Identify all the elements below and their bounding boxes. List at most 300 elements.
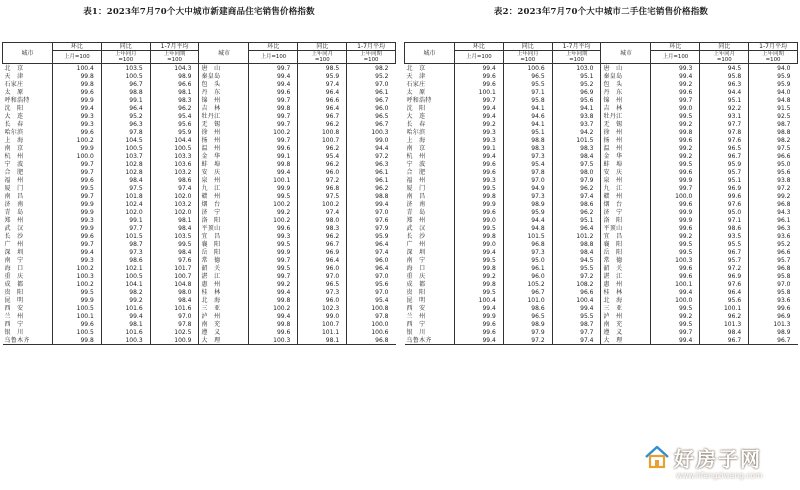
city-name-cell: 襄 阳 bbox=[601, 240, 651, 248]
index-value-cell: 97.1 bbox=[700, 216, 749, 224]
index-value-cell: 97.0 bbox=[298, 272, 347, 280]
table-row bbox=[3, 264, 396, 272]
index-value-cell: 95.2 bbox=[101, 112, 150, 120]
index-value-cell: 98.6 bbox=[101, 256, 150, 264]
index-value-cell: 95.6 bbox=[150, 120, 199, 128]
city-name-cell: 重 庆 bbox=[406, 272, 426, 280]
table-row bbox=[405, 128, 798, 136]
city-name-cell: 秦皇岛 bbox=[199, 72, 249, 80]
index-value-cell: 98.7 bbox=[101, 240, 150, 248]
table1-header-avg-right: 1-7月平均 bbox=[347, 43, 396, 51]
index-value-cell: 99.7 bbox=[651, 184, 700, 192]
table-row bbox=[3, 200, 396, 208]
index-value-cell: 99.4 bbox=[651, 72, 700, 80]
index-value-cell: 99.4 bbox=[651, 288, 700, 296]
index-value-cell: 96.5 bbox=[503, 312, 552, 320]
city-name-cell: 丹 东 bbox=[601, 88, 651, 96]
index-value-cell: 95.5 bbox=[552, 264, 601, 272]
table-row bbox=[405, 152, 798, 160]
index-value-cell: 94.5 bbox=[700, 64, 749, 73]
index-value-cell: 94.8 bbox=[503, 224, 552, 232]
table-row bbox=[3, 104, 396, 112]
index-value-cell: 94.1 bbox=[503, 120, 552, 128]
table-row bbox=[3, 72, 396, 80]
city-name-cell: 重 庆 bbox=[4, 272, 24, 280]
index-value-cell: 98.4 bbox=[150, 296, 199, 304]
index-value-cell: 93.6 bbox=[749, 232, 798, 240]
index-value-cell: 99.2 bbox=[651, 232, 700, 240]
index-value-cell: 99.2 bbox=[455, 120, 504, 128]
table-row bbox=[405, 240, 798, 248]
city-name-cell: 烟 台 bbox=[199, 200, 249, 208]
index-value-cell: 96.5 bbox=[347, 112, 396, 120]
index-value-cell: 99.2 bbox=[651, 152, 700, 160]
index-value-cell: 97.3 bbox=[503, 152, 552, 160]
index-value-cell: 100.4 bbox=[455, 296, 504, 304]
index-value-cell: 99.0 bbox=[455, 216, 504, 224]
city-name-cell: 丹 东 bbox=[199, 88, 249, 96]
index-value-cell: 97.8 bbox=[503, 168, 552, 176]
index-value-cell: 95.2 bbox=[347, 72, 396, 80]
index-value-cell: 99.6 bbox=[455, 80, 504, 88]
index-value-cell: 95.8 bbox=[700, 72, 749, 80]
city-name-cell: 九 江 bbox=[199, 184, 249, 192]
city-name-cell: 武 汉 bbox=[406, 224, 426, 232]
index-value-cell: 97.0 bbox=[347, 80, 396, 88]
table-row bbox=[3, 88, 396, 96]
index-value-cell: 99.7 bbox=[455, 96, 504, 104]
index-value-cell: 103.7 bbox=[101, 152, 150, 160]
table-row bbox=[3, 328, 396, 336]
index-value-cell: 99.5 bbox=[53, 184, 102, 192]
table-row bbox=[3, 192, 396, 200]
index-value-cell: 98.3 bbox=[298, 224, 347, 232]
index-value-cell: 97.4 bbox=[150, 184, 199, 192]
index-value-cell: 97.7 bbox=[101, 224, 150, 232]
index-value-cell: 97.3 bbox=[503, 192, 552, 200]
city-name-cell: 金 华 bbox=[601, 152, 651, 160]
index-value-cell: 98.8 bbox=[749, 128, 798, 136]
city-name-cell: 锦 州 bbox=[601, 96, 651, 104]
index-value-cell: 99.7 bbox=[249, 96, 298, 104]
index-value-cell: 99.1 bbox=[101, 96, 150, 104]
city-name-cell: 厦 门 bbox=[4, 184, 24, 192]
table-row bbox=[405, 312, 798, 320]
city-name-cell: 厦 门 bbox=[406, 184, 426, 192]
index-value-cell: 96.2 bbox=[347, 184, 396, 192]
table1-subheader-yoy-right: 上年同月 =100 bbox=[298, 51, 347, 64]
index-value-cell: 98.7 bbox=[552, 320, 601, 328]
index-value-cell: 95.1 bbox=[552, 72, 601, 80]
index-value-cell: 96.2 bbox=[298, 144, 347, 152]
city-name-cell: 南 京 bbox=[4, 144, 24, 152]
index-value-cell: 96.7 bbox=[700, 336, 749, 345]
city-name-cell: 乌鲁木齐 bbox=[405, 336, 455, 345]
index-value-cell: 100.5 bbox=[150, 144, 199, 152]
table-row bbox=[3, 120, 396, 128]
index-value-cell: 94.3 bbox=[749, 208, 798, 216]
index-value-cell: 94.0 bbox=[749, 88, 798, 96]
index-value-cell: 100.2 bbox=[53, 264, 102, 272]
table-row bbox=[405, 200, 798, 208]
index-value-cell: 98.3 bbox=[150, 96, 199, 104]
index-value-cell: 97.5 bbox=[552, 160, 601, 168]
index-value-cell: 96.4 bbox=[101, 104, 150, 112]
city-name-cell: 长 春 bbox=[406, 120, 426, 128]
table1 bbox=[2, 42, 396, 345]
watermark bbox=[638, 440, 798, 488]
table-row bbox=[405, 80, 798, 88]
table-row bbox=[3, 112, 396, 120]
index-value-cell: 99.9 bbox=[249, 184, 298, 192]
index-value-cell: 101.8 bbox=[101, 192, 150, 200]
index-value-cell: 98.7 bbox=[749, 120, 798, 128]
index-value-cell: 96.3 bbox=[347, 160, 396, 168]
table2-subheader-yoy-right: 上年同月 =100 bbox=[700, 51, 749, 64]
index-value-cell: 99.6 bbox=[651, 224, 700, 232]
index-value-cell: 99.6 bbox=[53, 176, 102, 184]
index-value-cell: 96.2 bbox=[552, 208, 601, 216]
index-value-cell: 101.0 bbox=[503, 296, 552, 304]
index-value-cell: 100.7 bbox=[298, 320, 347, 328]
index-value-cell: 99.5 bbox=[249, 264, 298, 272]
index-value-cell: 97.8 bbox=[101, 128, 150, 136]
index-value-cell: 97.5 bbox=[101, 184, 150, 192]
index-value-cell: 94.6 bbox=[503, 112, 552, 120]
city-name-cell: 扬 州 bbox=[601, 136, 651, 144]
index-value-cell: 96.9 bbox=[700, 184, 749, 192]
index-value-cell: 101.5 bbox=[101, 232, 150, 240]
index-value-cell: 100.0 bbox=[347, 320, 396, 328]
city-name-cell: 广 州 bbox=[4, 240, 24, 248]
city-name-cell: 九 江 bbox=[601, 184, 651, 192]
index-value-cell: 96.7 bbox=[347, 96, 396, 104]
index-value-cell: 99.9 bbox=[53, 144, 102, 152]
city-name-cell: 包 头 bbox=[199, 80, 249, 88]
table2-header-mom-right: 环比 bbox=[651, 43, 700, 51]
city-name-cell: 平顶山 bbox=[199, 224, 249, 232]
index-value-cell: 95.6 bbox=[552, 96, 601, 104]
index-value-cell: 99.9 bbox=[651, 216, 700, 224]
index-value-cell: 100.8 bbox=[347, 304, 396, 312]
table-row bbox=[405, 272, 798, 280]
index-value-cell: 97.7 bbox=[700, 120, 749, 128]
city-name-cell: 锦 州 bbox=[199, 96, 249, 104]
city-name-cell: 成 都 bbox=[4, 280, 24, 288]
index-value-cell: 98.0 bbox=[552, 168, 601, 176]
city-name-cell: 徐 州 bbox=[199, 128, 249, 136]
index-value-cell: 98.6 bbox=[700, 224, 749, 232]
index-value-cell: 99.0 bbox=[347, 136, 396, 144]
index-value-cell: 99.6 bbox=[53, 232, 102, 240]
city-name-cell: 深 圳 bbox=[406, 248, 426, 256]
index-value-cell: 96.7 bbox=[298, 112, 347, 120]
index-value-cell: 99.6 bbox=[53, 128, 102, 136]
index-value-cell: 99.4 bbox=[552, 304, 601, 312]
city-name-cell: 宜 昌 bbox=[601, 232, 651, 240]
index-value-cell: 96.2 bbox=[700, 312, 749, 320]
index-value-cell: 97.0 bbox=[503, 176, 552, 184]
table2-subheader-avg: 上年同期 =100 bbox=[552, 51, 601, 64]
index-value-cell: 96.2 bbox=[552, 184, 601, 192]
index-value-cell: 97.2 bbox=[347, 152, 396, 160]
index-value-cell: 99.6 bbox=[700, 192, 749, 200]
index-value-cell: 94.1 bbox=[503, 104, 552, 112]
table-row bbox=[3, 296, 396, 304]
table-row bbox=[3, 312, 396, 320]
index-value-cell: 99.5 bbox=[150, 240, 199, 248]
index-value-cell: 92.5 bbox=[749, 112, 798, 120]
city-name-cell: 贵 阳 bbox=[4, 288, 24, 296]
city-name-cell: 三 亚 bbox=[199, 304, 249, 312]
table2-title: 表2：2023年7月70个大中城市二手住宅销售价格指数 bbox=[493, 7, 709, 17]
index-value-cell: 92.2 bbox=[700, 104, 749, 112]
city-name-cell: 遵 义 bbox=[601, 328, 651, 336]
index-value-cell: 93.7 bbox=[552, 120, 601, 128]
table-row bbox=[405, 112, 798, 120]
index-value-cell: 96.0 bbox=[347, 256, 396, 264]
index-value-cell: 101.5 bbox=[503, 232, 552, 240]
table-row bbox=[405, 280, 798, 288]
index-value-cell: 100.0 bbox=[651, 192, 700, 200]
city-name-cell: 襄 阳 bbox=[199, 240, 249, 248]
index-value-cell: 99.7 bbox=[53, 168, 102, 176]
index-value-cell: 102.1 bbox=[101, 264, 150, 272]
index-value-cell: 99.5 bbox=[249, 240, 298, 248]
city-name-cell: 韶 关 bbox=[199, 264, 249, 272]
index-value-cell: 99.3 bbox=[455, 136, 504, 144]
index-value-cell: 99.6 bbox=[749, 304, 798, 312]
index-value-cell: 100.1 bbox=[700, 304, 749, 312]
index-value-cell: 99.1 bbox=[455, 144, 504, 152]
city-name-cell: 呼和浩特 bbox=[4, 96, 30, 104]
index-value-cell: 99.4 bbox=[455, 336, 504, 345]
index-value-cell: 97.6 bbox=[700, 280, 749, 288]
index-value-cell: 99.2 bbox=[249, 208, 298, 216]
city-name-cell: 成 都 bbox=[406, 280, 426, 288]
index-value-cell: 99.2 bbox=[651, 80, 700, 88]
index-value-cell: 95.8 bbox=[749, 272, 798, 280]
city-name-cell: 海 口 bbox=[4, 264, 24, 272]
index-value-cell: 96.7 bbox=[700, 248, 749, 256]
index-value-cell: 99.8 bbox=[249, 160, 298, 168]
index-value-cell: 99.2 bbox=[651, 144, 700, 152]
index-value-cell: 96.9 bbox=[298, 248, 347, 256]
index-value-cell: 97.4 bbox=[552, 336, 601, 345]
index-value-cell: 103.2 bbox=[150, 200, 199, 208]
table-row bbox=[3, 168, 396, 176]
index-value-cell: 108.2 bbox=[552, 280, 601, 288]
index-value-cell: 98.4 bbox=[101, 176, 150, 184]
index-value-cell: 97.6 bbox=[700, 136, 749, 144]
table-row bbox=[3, 248, 396, 256]
table-row bbox=[405, 72, 798, 80]
index-value-cell: 95.4 bbox=[347, 296, 396, 304]
index-value-cell: 96.4 bbox=[298, 256, 347, 264]
table-row bbox=[3, 288, 396, 296]
index-value-cell: 97.0 bbox=[347, 272, 396, 280]
index-value-cell: 100.6 bbox=[347, 328, 396, 336]
index-value-cell: 100.2 bbox=[53, 280, 102, 288]
index-value-cell: 94.2 bbox=[552, 128, 601, 136]
index-value-cell: 99.8 bbox=[249, 320, 298, 328]
index-value-cell: 99.7 bbox=[249, 120, 298, 128]
index-value-cell: 97.9 bbox=[552, 176, 601, 184]
index-value-cell: 95.4 bbox=[503, 160, 552, 168]
index-value-cell: 100.5 bbox=[101, 72, 150, 80]
index-value-cell: 99.8 bbox=[455, 280, 504, 288]
index-value-cell: 98.5 bbox=[298, 64, 347, 73]
index-value-cell: 95.9 bbox=[298, 72, 347, 80]
index-value-cell: 98.8 bbox=[503, 136, 552, 144]
city-name-cell: 天 津 bbox=[406, 72, 426, 80]
index-value-cell: 98.4 bbox=[552, 248, 601, 256]
table-row bbox=[3, 216, 396, 224]
index-value-cell: 99.4 bbox=[455, 112, 504, 120]
index-value-cell: 93.6 bbox=[749, 296, 798, 304]
city-name-cell: 湛 江 bbox=[601, 272, 651, 280]
city-name-cell: 北 京 bbox=[4, 64, 24, 72]
city-name-cell: 洛 阳 bbox=[601, 216, 651, 224]
index-value-cell: 99.5 bbox=[651, 160, 700, 168]
table1-subheader-avg-right: 上年同期 =100 bbox=[347, 51, 396, 64]
city-name-cell: 蚌 埠 bbox=[601, 160, 651, 168]
index-value-cell: 95.4 bbox=[150, 112, 199, 120]
index-value-cell: 96.3 bbox=[749, 224, 798, 232]
index-value-cell: 96.8 bbox=[347, 336, 396, 345]
index-value-cell: 96.4 bbox=[298, 88, 347, 96]
index-value-cell: 104.3 bbox=[150, 64, 199, 73]
city-name-cell: 金 华 bbox=[199, 152, 249, 160]
index-value-cell: 93.5 bbox=[700, 232, 749, 240]
index-value-cell: 98.1 bbox=[298, 336, 347, 345]
index-value-cell: 99.3 bbox=[53, 256, 102, 264]
index-value-cell: 96.6 bbox=[298, 96, 347, 104]
index-value-cell: 97.6 bbox=[347, 216, 396, 224]
index-value-cell: 100.2 bbox=[249, 128, 298, 136]
index-value-cell: 100.0 bbox=[651, 296, 700, 304]
city-name-cell: 石家庄 bbox=[406, 80, 426, 88]
table1-header-city: 城市 bbox=[3, 43, 53, 64]
table-row bbox=[3, 304, 396, 312]
index-value-cell: 97.9 bbox=[503, 328, 552, 336]
index-value-cell: 99.4 bbox=[53, 104, 102, 112]
city-name-cell: 安 庆 bbox=[601, 168, 651, 176]
table-row bbox=[3, 224, 396, 232]
city-name-cell: 赣 州 bbox=[199, 192, 249, 200]
index-value-cell: 99.5 bbox=[455, 224, 504, 232]
index-value-cell: 100.5 bbox=[53, 328, 102, 336]
index-value-cell: 97.6 bbox=[150, 256, 199, 264]
index-value-cell: 97.7 bbox=[552, 328, 601, 336]
city-name-cell: 石家庄 bbox=[4, 80, 24, 88]
index-value-cell: 95.2 bbox=[749, 240, 798, 248]
index-value-cell: 99.6 bbox=[455, 72, 504, 80]
city-name-cell: 唐 山 bbox=[601, 64, 651, 73]
index-value-cell: 99.9 bbox=[53, 296, 102, 304]
table-row bbox=[405, 256, 798, 264]
city-name-cell: 惠 州 bbox=[199, 280, 249, 288]
index-value-cell: 96.7 bbox=[503, 288, 552, 296]
city-name-cell: 温 州 bbox=[199, 144, 249, 152]
index-value-cell: 97.4 bbox=[347, 248, 396, 256]
table-row bbox=[3, 280, 396, 288]
table2-subheader-mom: 上月=100 bbox=[455, 51, 504, 64]
index-value-cell: 95.9 bbox=[503, 208, 552, 216]
index-value-cell: 100.3 bbox=[249, 336, 298, 345]
index-value-cell: 99.5 bbox=[651, 304, 700, 312]
index-value-cell: 94.4 bbox=[347, 144, 396, 152]
index-value-cell: 99.4 bbox=[455, 248, 504, 256]
index-value-cell: 99.6 bbox=[455, 168, 504, 176]
city-name-cell: 兰 州 bbox=[406, 312, 426, 320]
index-value-cell: 95.5 bbox=[503, 80, 552, 88]
table1-subheader-avg: 上年同期 =100 bbox=[150, 51, 199, 64]
city-name-cell: 沈 阳 bbox=[406, 104, 426, 112]
index-value-cell: 99.4 bbox=[651, 336, 700, 345]
city-name-cell: 湛 江 bbox=[199, 272, 249, 280]
city-name-cell: 吉 林 bbox=[601, 104, 651, 112]
index-value-cell: 95.0 bbox=[749, 160, 798, 168]
city-name-cell: 大 理 bbox=[199, 336, 249, 345]
city-name-cell: 银 川 bbox=[406, 328, 426, 336]
index-value-cell: 98.0 bbox=[298, 216, 347, 224]
index-value-cell: 96.2 bbox=[298, 120, 347, 128]
index-value-cell: 96.1 bbox=[347, 88, 396, 96]
index-value-cell: 101.7 bbox=[150, 264, 199, 272]
city-name-cell: 南 宁 bbox=[4, 256, 24, 264]
table-row bbox=[405, 144, 798, 152]
city-name-cell: 昆 明 bbox=[4, 296, 24, 304]
index-value-cell: 99.7 bbox=[53, 160, 102, 168]
index-value-cell: 99.7 bbox=[651, 328, 700, 336]
table-row bbox=[405, 216, 798, 224]
city-name-cell: 温 州 bbox=[601, 144, 651, 152]
index-value-cell: 98.0 bbox=[150, 288, 199, 296]
index-value-cell: 98.8 bbox=[101, 88, 150, 96]
city-name-cell: 郑 州 bbox=[406, 216, 426, 224]
table1-subheader-mom: 上月=100 bbox=[53, 51, 102, 64]
city-name-cell: 太 原 bbox=[406, 88, 426, 96]
index-value-cell: 98.3 bbox=[503, 144, 552, 152]
table2-subheader-mom-right: 上月=100 bbox=[651, 51, 700, 64]
table2-header-city-right: 城市 bbox=[601, 43, 651, 64]
city-name-cell: 惠 州 bbox=[601, 280, 651, 288]
city-name-cell: 大 连 bbox=[406, 112, 426, 120]
table2-body bbox=[405, 64, 798, 345]
index-value-cell: 98.6 bbox=[503, 304, 552, 312]
index-value-cell: 99.2 bbox=[249, 280, 298, 288]
index-value-cell: 93.1 bbox=[700, 112, 749, 120]
index-value-cell: 97.3 bbox=[298, 288, 347, 296]
index-value-cell: 99.6 bbox=[651, 168, 700, 176]
index-value-cell: 99.4 bbox=[249, 312, 298, 320]
city-name-cell: 无 锡 bbox=[601, 120, 651, 128]
index-value-cell: 97.0 bbox=[749, 280, 798, 288]
city-name-cell: 唐 山 bbox=[199, 64, 249, 73]
table1-header-avg: 1-7月平均 bbox=[150, 43, 199, 51]
index-value-cell: 99.4 bbox=[347, 200, 396, 208]
index-value-cell: 100.2 bbox=[53, 136, 102, 144]
index-value-cell: 95.9 bbox=[347, 232, 396, 240]
index-value-cell: 101.6 bbox=[101, 328, 150, 336]
index-value-cell: 95.1 bbox=[700, 176, 749, 184]
city-name-cell: 长 沙 bbox=[406, 232, 426, 240]
table-row bbox=[405, 264, 798, 272]
index-value-cell: 99.6 bbox=[249, 224, 298, 232]
index-value-cell: 94.8 bbox=[749, 96, 798, 104]
city-name-cell: 包 头 bbox=[601, 80, 651, 88]
